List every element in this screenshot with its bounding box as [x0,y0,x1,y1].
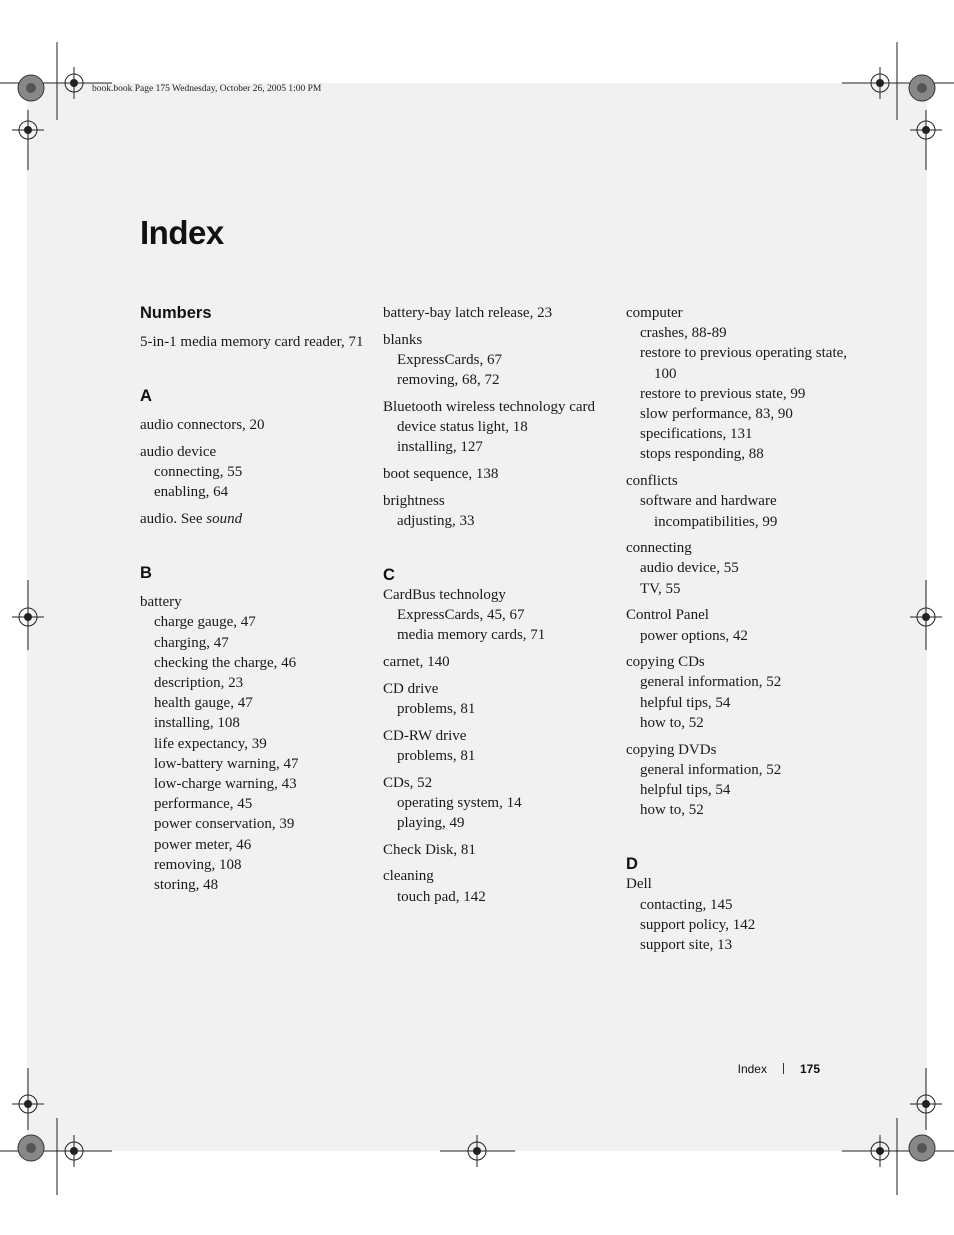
entry-term-text: boot sequence, 138 [383,465,499,482]
index-column-2 [383,303,615,913]
entry-term-text: brightness [383,492,445,509]
entry-subterm: TV, 55 [640,580,681,597]
entry-term [383,726,615,746]
entry-subterm: problems, 81 [397,747,476,764]
entry-term [140,332,372,352]
entry-term-text: Check Disk, 81 [383,841,476,858]
entry-subterm: support site, 13 [640,936,733,953]
entry-subterm: connecting, 55 [154,464,243,481]
entry-subterm: removing, 68, 72 [397,372,500,389]
entry-see-reference: sound [206,511,243,528]
entry-term-text: computer [626,305,683,321]
page-footer [600,1062,820,1076]
index-entry [626,471,858,532]
index-entry [383,303,615,323]
index-entry [383,679,615,719]
entry-subterm: playing, 49 [397,815,465,832]
section-heading: Numbers [140,304,212,322]
index-entry [383,464,615,484]
entry-list [140,592,372,895]
entry-term-text: carnet, 140 [383,654,450,671]
index-column-3 [626,303,858,962]
footer-separator [783,1063,784,1074]
entry-term-text: CDs, 52 [383,774,433,791]
index-entry [626,303,858,465]
index-section [140,386,372,529]
entry-subterm: helpful tips, 54 [640,781,731,798]
entry-term [383,585,615,605]
entry-term-text: audio connectors, 20 [140,417,265,434]
entry-term [626,740,858,760]
entry-term [383,773,615,793]
footer-label: Index [737,1062,767,1076]
index-entry [383,330,615,391]
index-entry [383,773,615,834]
index-entry [383,491,615,531]
entry-term-text: copying DVDs [626,741,717,758]
entry-term [626,652,858,672]
entry-term-text: Bluetooth wireless technology card [383,398,596,415]
entry-subterm: stops responding, 88 [640,446,764,463]
entry-term [383,303,615,323]
entry-subterm: removing, 108 [154,856,242,873]
index-entry [383,585,615,646]
entry-subterm: description, 23 [154,675,244,692]
entry-list [626,874,858,955]
entry-subterm: how to, 52 [640,802,704,819]
entry-term-text: CardBus technology [383,587,506,604]
entry-term-text: copying CDs [626,654,705,671]
entry-subterm: support policy, 142 [640,916,756,933]
page-title: Index [140,214,224,251]
entry-term [626,471,858,491]
index-entry [140,332,372,352]
entry-subterm: ExpressCards, 67 [397,351,502,368]
entry-term [383,866,615,886]
entry-term-text: conflicts [626,473,678,490]
index-section [626,303,858,820]
entry-subterm: enabling, 64 [154,484,229,501]
entry-subterm: power options, 42 [640,627,748,644]
entry-subterm: general information, 52 [640,761,782,778]
entry-subterm: specifications, 131 [640,426,753,443]
entry-term-text: blanks [383,331,423,348]
entry-term-text: cleaning [383,868,434,885]
entry-subterm: low-charge warning, 43 [154,776,297,793]
index-entry [383,652,615,672]
index-entry [383,840,615,860]
index-entry [626,740,858,821]
index-section [626,854,858,955]
entry-subterm: helpful tips, 54 [640,694,731,711]
index-section [140,303,372,352]
entry-subterm: slow performance, 83, 90 [640,406,793,423]
entry-subterm: audio device, 55 [640,560,739,577]
entry-term-text: audio. See [140,511,207,528]
index-section [383,303,615,531]
entry-term-text: connecting [626,540,692,557]
entry-term [383,330,615,350]
index-entry [626,538,858,599]
entry-term [383,652,615,672]
entry-subterm: device status light, 18 [397,419,528,436]
index-entry [626,605,858,645]
entry-term [626,605,858,625]
index-entry [626,652,858,733]
entry-subterm: storing, 48 [154,877,219,894]
entry-subterm: health gauge, 47 [154,695,253,712]
entry-subterm: power conservation, 39 [154,816,295,833]
entry-subterm: restore to previous state, 99 [640,385,806,402]
entry-term [383,397,615,417]
print-header-note: book.book Page 175 Wednesday, October 26, 2005 1:00 PM [92,84,322,94]
entry-subterm: checking the charge, 46 [154,654,297,671]
entry-term-text: 5-in-1 media memory card reader, 71 [140,334,364,350]
entry-term [140,592,372,612]
entry-subterm: how to, 52 [640,714,704,731]
entry-term-text: audio device [140,443,217,460]
index-entry [626,874,858,955]
entry-subterm: power meter, 46 [154,836,252,853]
entry-list [140,332,372,352]
entry-list [383,303,615,531]
entry-subterm: installing, 108 [154,715,240,732]
entry-term-text: CD drive [383,680,439,697]
entry-subterm: ExpressCards, 45, 67 [397,607,525,624]
index-section [383,565,615,907]
entry-subterm: performance, 45 [154,796,253,813]
entry-term-text: CD-RW drive [383,727,467,744]
entry-term [383,464,615,484]
entry-term-text: Control Panel [626,607,709,624]
entry-subterm: charging, 47 [154,634,229,651]
index-column-1 [140,303,372,902]
entry-subterm: operating system, 14 [397,794,522,811]
entry-list [140,415,372,529]
entry-subterm: life expectancy, 39 [154,735,267,752]
entry-term [140,509,372,529]
index-section [140,563,372,895]
page-number: 175 [799,1062,820,1076]
section-heading: C [383,566,395,585]
entry-term-text: battery-bay latch release, 23 [383,305,553,321]
index-entry [140,415,372,435]
entry-subterm: installing, 127 [397,439,483,456]
index-entry [140,442,372,503]
entry-list [626,303,858,820]
entry-term-text: battery [140,594,182,611]
entry-subterm: restore to previous operating state, 100 [640,345,848,382]
entry-term-text: Dell [626,876,652,893]
entry-term [140,415,372,435]
index-entry [383,866,615,906]
section-heading: B [140,564,152,583]
entry-term [626,874,858,894]
entry-subterm: charge gauge, 47 [154,614,256,631]
entry-term [626,538,858,558]
entry-term [383,840,615,860]
entry-term [140,442,372,462]
entry-subterm: low-battery warning, 47 [154,755,299,772]
entry-subterm: adjusting, 33 [397,512,475,529]
section-heading: A [140,387,152,406]
entry-subterm: contacting, 145 [640,896,733,913]
index-entry [140,509,372,529]
entry-term [383,679,615,699]
section-heading: D [626,855,638,874]
entry-subterm: touch pad, 142 [397,888,486,905]
entry-subterm: crashes, 88-89 [640,325,727,342]
index-entry [383,397,615,458]
index-entry [383,726,615,766]
entry-term [626,303,858,323]
entry-subterm: software and hardware incompatibilities, 99 [640,493,778,530]
index-entry [140,592,372,895]
entry-subterm: problems, 81 [397,701,476,718]
entry-subterm: media memory cards, 71 [397,627,546,644]
entry-list [383,585,615,907]
entry-subterm: general information, 52 [640,674,782,691]
entry-term [383,491,615,511]
